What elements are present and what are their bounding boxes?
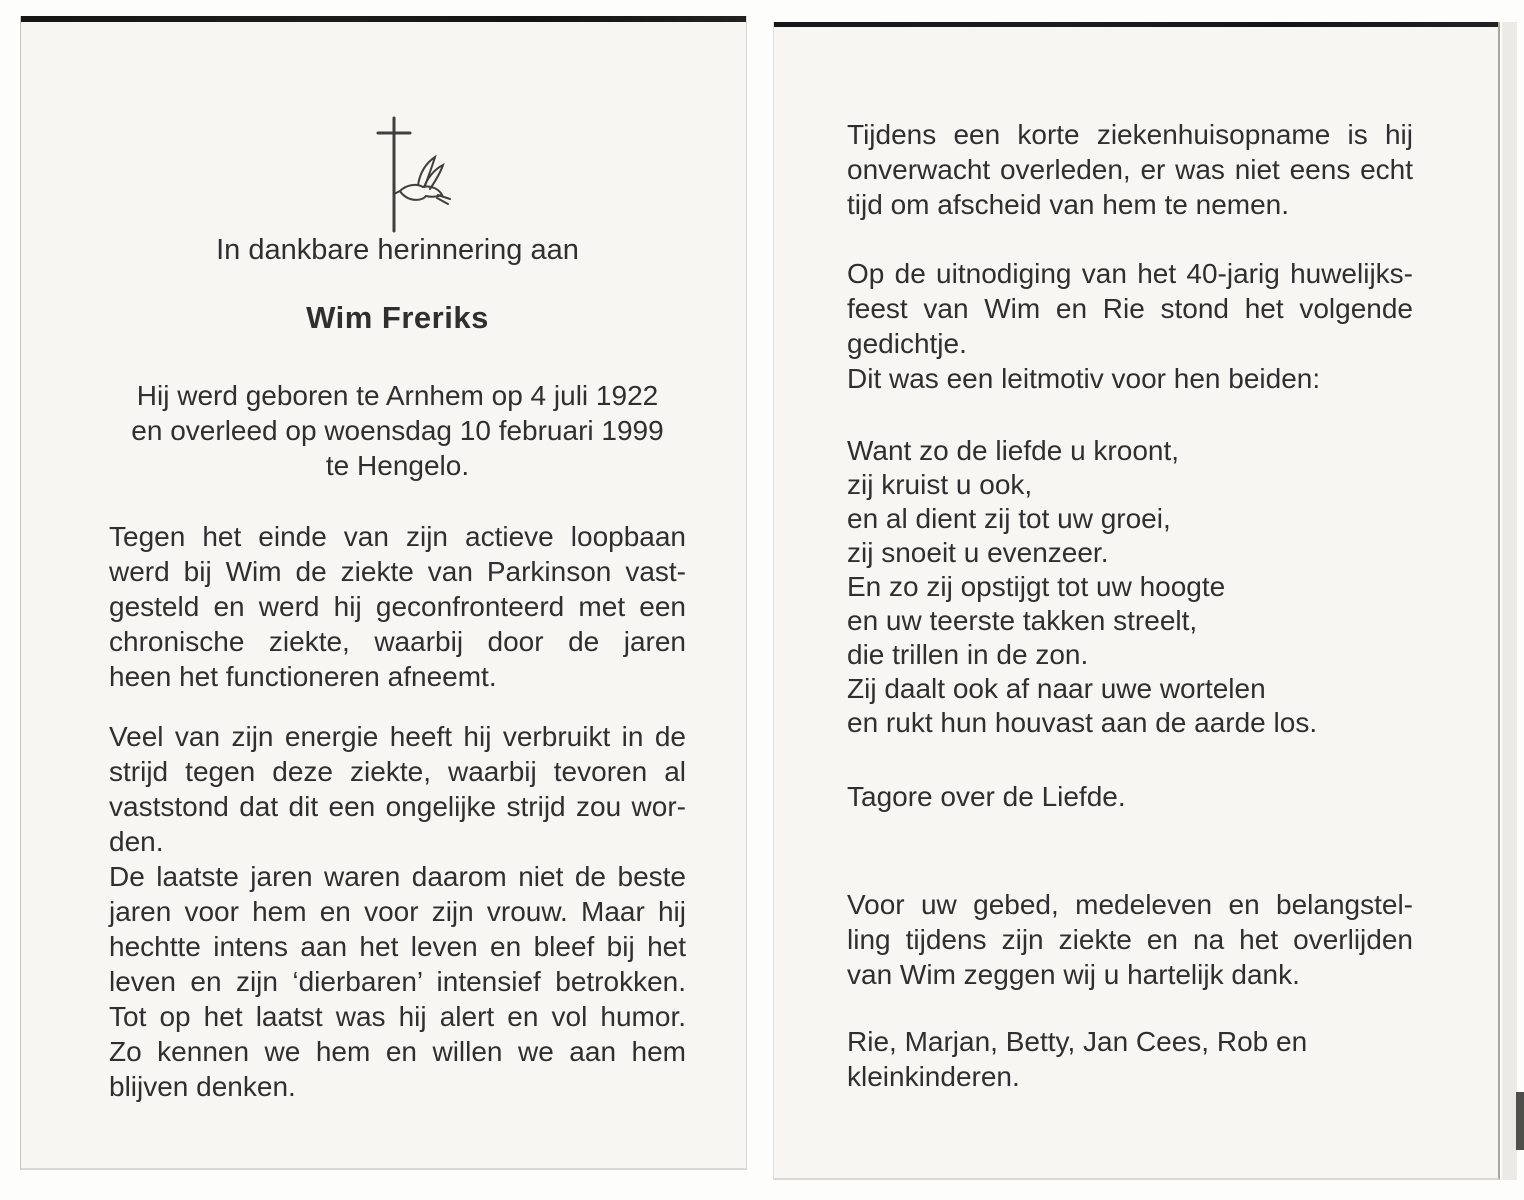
text-line: Veel van zijn energie heeft hij verbruikt in de <box>109 721 686 752</box>
scan-page-edge-shadow <box>1502 22 1517 1180</box>
text-line: die trillen in de zon. <box>847 639 1089 670</box>
text-line: Tot op het laatst was hij alert en vol humor. <box>109 1001 686 1032</box>
text-line: jaren voor hem en voor zijn vrouw. Maar hij <box>109 896 686 927</box>
text-line: en overleed op woensdag 10 februari 1999 <box>131 415 664 446</box>
paragraph-struggle <box>109 719 686 859</box>
text-line: Tegen het einde van zijn actieve loopbaan <box>109 521 686 552</box>
text-line: Rie, Marjan, Betty, Jan Cees, Rob en <box>847 1026 1308 1057</box>
cross-and-dove-icon <box>338 111 458 233</box>
text-line: werd bij Wim de ziekte van Parkinson vast- <box>109 556 686 587</box>
text-line: van Wim zeggen wij u hartelijk dank. <box>847 959 1300 990</box>
text-line: hechtte intens aan het leven en bleef bij het <box>109 931 686 962</box>
paragraph-passing <box>847 117 1413 222</box>
paragraph-anniversary <box>847 256 1413 396</box>
scan-edge-artifact <box>1516 1092 1524 1150</box>
text-line: strijd tegen deze ziekte, waarbij tevoren al <box>109 756 686 787</box>
text-line: kleinkinderen. <box>847 1061 1020 1092</box>
text-line: leven en zijn ‘dierbaren’ intensief betrokken. <box>109 966 686 997</box>
text-line: Hij werd geboren te Arnhem op 4 juli 1922 <box>136 380 659 411</box>
memorial-card-left-page <box>20 16 747 1170</box>
text-line: en uw teerste takken streelt, <box>847 605 1198 636</box>
text-line: Tijdens een korte ziekenhuisopname is hij <box>847 119 1413 150</box>
text-line: gedichtje. <box>847 328 967 359</box>
text-line: feest van Wim en Rie stond het volgende <box>847 293 1413 324</box>
text-line: Op de uitnodiging van het 40-jarig huwelijks- <box>847 258 1413 289</box>
text-line: Want zo de liefde u kroont, <box>847 435 1180 466</box>
family-names <box>847 1024 1413 1094</box>
text-line: zij snoeit u evenzeer. <box>847 537 1109 568</box>
poem-attribution <box>847 779 1413 814</box>
text-line: Dit was een leitmotiv voor hen beiden: <box>847 363 1321 394</box>
paragraph-last-years <box>109 859 686 1104</box>
text-line: zij kruist u ook, <box>847 469 1033 500</box>
scan-edge-bar-right <box>774 22 1498 27</box>
text-line: gesteld en werd hij geconfronteerd met een <box>109 591 686 622</box>
scan-edge-bar-left <box>21 16 746 22</box>
poem-block <box>847 434 1413 740</box>
text-line: tijd om afscheid van hem te nemen. <box>847 189 1290 220</box>
text-line: Tagore over de Liefde. <box>847 781 1126 812</box>
text-line: blijven denken. <box>109 1071 296 1102</box>
text-line: den. <box>109 826 164 857</box>
paragraph-thanks <box>847 887 1413 992</box>
text-line: chronische ziekte, waarbij door de jaren <box>109 626 686 657</box>
text-line: en rukt hun houvast aan de aarde los. <box>847 707 1318 738</box>
text-line: Zo kennen we hem en willen we aan hem <box>109 1036 686 1067</box>
text-line: onverwacht overleden, er was niet eens echt <box>847 154 1413 185</box>
birth-death-block <box>109 378 686 483</box>
text-line: En zo zij opstijgt tot uw hoogte <box>847 571 1226 602</box>
text-line: en al dient zij tot uw groei, <box>847 503 1171 534</box>
text-line: te Hengelo. <box>325 450 470 481</box>
memorial-card-right-page <box>773 22 1500 1180</box>
paragraph-illness <box>109 519 686 694</box>
text-line: Zij daalt ook af naar uwe wortelen <box>847 673 1266 704</box>
text-line: De laatste jaren waren daarom niet de beste <box>109 861 686 892</box>
text-line: vaststond dat dit een ongelijke strijd zou wor- <box>109 791 686 822</box>
intro-line: In dankbare herinnering aan <box>216 234 579 266</box>
deceased-name: Wim Freriks <box>306 300 489 335</box>
text-line: ling tijdens zijn ziekte en na het overlijden <box>847 924 1413 955</box>
text-line: heen het functioneren afneemt. <box>109 661 497 692</box>
text-line: Voor uw gebed, medeleven en belangstel- <box>847 889 1413 920</box>
